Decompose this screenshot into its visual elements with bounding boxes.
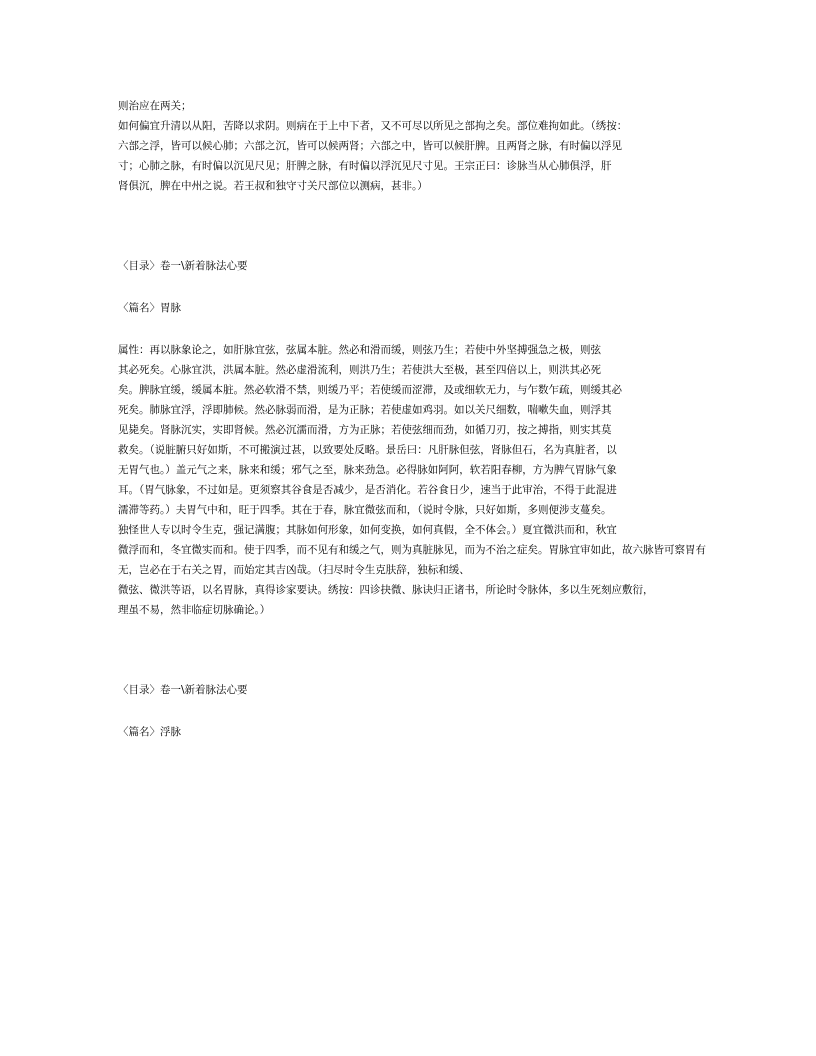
section-1-line-11: 微浮而和，冬宜微实而和。使于四季，而不见有和缓之气，则为真脏脉见，而为不治之症矣。胃脉宜审如此，故六脉皆可察胃有无，岂必在于右关之胃，而始定其吉凶哉。（扫尽时令生克肤辞，独标和缓、 xyxy=(118,544,706,576)
section-1-catalog: 〈目录〉卷一\新着脉法心要 xyxy=(118,260,248,272)
section-1-line-12: 微弦、微洪等语，以名胃脉，真得诊家要诀。绣按：四诊抉微、脉诀归正诸书，所论时令脉体，多以生死刻应敷衍， xyxy=(118,584,654,596)
section-2-title: 〈篇名〉浮脉 xyxy=(118,726,181,738)
section-1-line-1: 属性：再以脉象论之，如肝脉宜弦，弦属本脏。然必和滑而缓，则弦乃生；若使中外坚搏强急之极，则弦 xyxy=(118,344,601,356)
intro-line-5: 肾俱沉，脾在中州之说。若王叔和独守寸关尺部位以测病，甚非。） xyxy=(118,180,428,192)
spacer-4 xyxy=(118,620,706,680)
section-1-line-8: 耳。（胃气脉象，不过如是。更须察其谷食是否减少，是否消化。若谷食日少，速当于此审治，不得于此混进 xyxy=(118,484,617,496)
section-1-line-9: 濡滞等药。）夫胃气中和，旺于四季。其在于春，脉宜微弦而和，（说时令脉，只好如斯，多则便涉支蔓矣。 xyxy=(118,504,612,516)
spacer-5 xyxy=(118,700,706,722)
section-1-line-2: 其必死矣。心脉宜洪，洪属本脏。然必虚滑流利，则洪乃生；若使洪大至极，甚至四倍以上，则洪其必死 xyxy=(118,364,601,376)
intro-line-1: 则治应在两关； xyxy=(118,100,192,112)
section-1-line-3: 矣。脾脉宜缓，缓属本脏。然必软滑不禁，则缓乃平；若使缓而涩滞，及或细软无力，与乍数乍疏，则缓其必 xyxy=(118,384,622,396)
section-1-line-7: 无胃气也。）盖元气之来，脉来和缓；邪气之至，脉来劲急。必得脉如阿阿，软若阳春柳，方为脾气胃脉气象 xyxy=(118,464,617,476)
section-1-line-10: 独怪世人专以时令生克，强记满腹；其脉如何形象，如何变换，如何真假，全不体会。）夏宜微洪而和，秋宜 xyxy=(118,524,617,536)
intro-line-2: 如何偏宜升清以从阳，苦降以求阴。则病在于上中下者，又不可尽以所见之部拘之矣。部位难拘如此。（绣按： xyxy=(118,120,628,132)
intro-line-3: 六部之浮，皆可以候心肺；六部之沉，皆可以候两肾；六部之中，皆可以候肝脾。且两肾之脉，有时偏以浮见 xyxy=(118,140,622,152)
spacer-1 xyxy=(118,196,706,256)
spacer-2 xyxy=(118,276,706,298)
intro-paragraph xyxy=(118,96,706,196)
section-2-catalog: 〈目录〉卷一\新着脉法心要 xyxy=(118,684,248,696)
section-1-title: 〈篇名〉胃脉 xyxy=(118,302,181,314)
intro-line-4: 寸；心肺之脉，有时偏以沉见尺见；肝脾之脉，有时偏以浮沉见尺寸见。王宗正曰：诊脉当从心肺俱浮，肝 xyxy=(118,160,612,172)
section-1-line-4: 死矣。肺脉宜浮，浮即肺候。然必脉弱而滑，是为正脉；若使虚如鸡羽。如以关尺细数，喘嗽失血，则浮其 xyxy=(118,404,612,416)
section-1-paragraph xyxy=(118,340,706,620)
section-1-line-5: 见毙矣。肾脉沉实，实即肾候。然必沉濡而滑，方为正脉；若使弦细而劲，如循刀刃，按之搏指，则实其莫 xyxy=(118,424,612,436)
section-1-line-6: 救矣。（说脏腑只好如斯，不可搬演过甚，以致要处反略。景岳曰：凡肝脉但弦，肾脉但石，名为真脏者，以 xyxy=(118,444,617,456)
spacer-3 xyxy=(118,318,706,340)
section-1-line-13: 理虽不易，然非临症切脉确论。） xyxy=(118,604,271,616)
document-body xyxy=(118,96,706,742)
